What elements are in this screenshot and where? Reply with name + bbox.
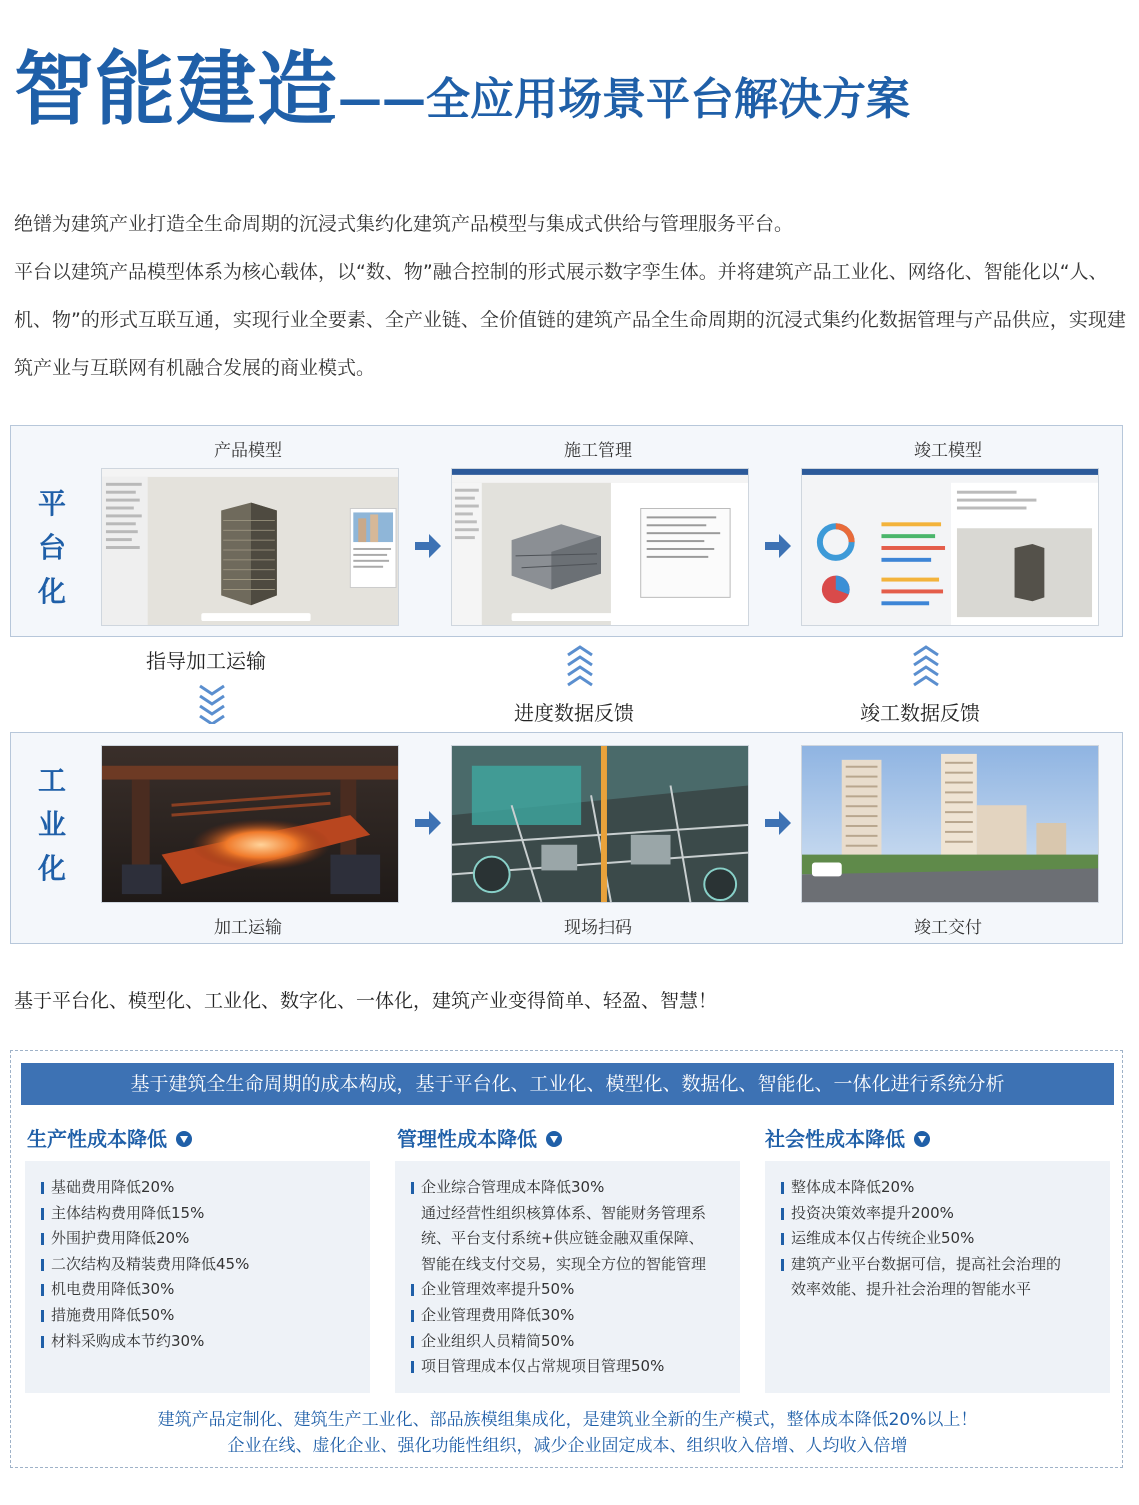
industry-flow-panel xyxy=(10,732,1123,944)
completion-feedback-label: 竣工数据反馈 xyxy=(860,701,980,725)
product-model-screenshot xyxy=(101,468,399,626)
chevron-up-icon xyxy=(910,645,942,687)
intro-paragraph-1: 绝镨为建筑产业打造全生命周期的沉浸式集约化建筑产品模型与集成式供给与管理服务平台。 xyxy=(14,213,794,235)
list-item: 项目管理成本仅占常规项目管理50% xyxy=(411,1354,724,1380)
list-item: 企业管理效率提升50% xyxy=(411,1277,724,1303)
chevron-up-icon xyxy=(564,645,596,687)
cost-heading-management xyxy=(397,1123,563,1152)
cost-card-management xyxy=(395,1161,740,1393)
list-item: 二次结构及精装费用降低45% xyxy=(41,1252,354,1278)
intro-paragraph-2: 平台以建筑产品模型体系为核心载体，以“数、物”融合控制的形式展示数字孪生体。并将建筑产品工业化、网络化、智能化以“人、机、物”的形式互联互通，实现行业全要素、全产业链、全价值链的建筑产品全生命周期的沉浸式集约化数据管理与产品供应，实现建筑产业与互联网有机融合发展的商业模式。 xyxy=(14,261,1126,379)
list-item: 主体结构费用降低15% xyxy=(41,1201,354,1227)
cost-footer-line-1: 建筑产品定制化、建筑生产工业化、部品族模组集成化，是建筑业全新的生产模式，整体成本降低20%以上！ xyxy=(157,1410,978,1430)
list-item: 统、平台支付系统+供应链金融双重保障、 xyxy=(421,1229,704,1248)
step-delivery-caption: 竣工交付 xyxy=(914,918,982,938)
site-scan-photo xyxy=(451,745,749,903)
arrow-right-icon xyxy=(415,534,441,558)
list-item: 建筑产业平台数据可信，提高社会治理的 xyxy=(781,1252,1094,1278)
cost-heading-label: 社会性成本降低 xyxy=(765,1127,905,1151)
industry-label: 工业化 xyxy=(37,764,66,885)
arrow-right-icon xyxy=(415,811,441,835)
chevron-down-icon xyxy=(196,682,228,724)
list-item: 机电费用降低30% xyxy=(41,1277,354,1303)
list-item: 基础费用降低20% xyxy=(41,1175,354,1201)
title-sub: ——全应用场景平台解决方案 xyxy=(338,74,910,125)
step-completion-model-caption: 竣工模型 xyxy=(914,441,982,461)
step-processing-caption: 加工运输 xyxy=(214,918,282,938)
arrow-right-icon xyxy=(765,811,791,835)
cost-section xyxy=(10,1050,1123,1468)
cost-heading-label: 生产性成本降低 xyxy=(27,1127,167,1151)
down-arrow-icon xyxy=(175,1129,193,1147)
list-item: 企业综合管理成本降低30% xyxy=(411,1175,724,1201)
list-item: 通过经营性组织核算体系、智能财务管理系 xyxy=(421,1203,707,1222)
list-item: 材料采购成本节约30% xyxy=(41,1329,354,1355)
list-item: 企业管理费用降低30% xyxy=(411,1303,724,1329)
cost-banner: 基于建筑全生命周期的成本构成，基于平台化、工业化、模型化、数据化、智能化、一体化进行系统分析 xyxy=(21,1063,1114,1105)
summary-text: 基于平台化、模型化、工业化、数字化、一体化，建筑产业变得简单、轻盈、智慧！ xyxy=(14,990,718,1012)
cost-footer-line-2: 企业在线、虚化企业、强化功能性组织，减少企业固定成本、组织收入倍增、人均收入倍增 xyxy=(227,1436,908,1456)
list-item: 整体成本降低20% xyxy=(781,1175,1094,1201)
cost-card-social xyxy=(765,1161,1110,1393)
cost-heading-label: 管理性成本降低 xyxy=(397,1127,537,1151)
step-construction-mgmt-caption: 施工管理 xyxy=(564,441,632,461)
construction-mgmt-screenshot xyxy=(451,468,749,626)
title-main: 智能建造 xyxy=(14,43,338,136)
page-title xyxy=(14,30,910,136)
cost-heading-production xyxy=(27,1123,193,1152)
cost-card-production xyxy=(25,1161,370,1393)
list-item: 效率效能、提升社会治理的智能水平 xyxy=(791,1280,1032,1299)
guide-processing-label: 指导加工运输 xyxy=(146,649,266,673)
list-item: 智能在线支付交易，实现全方位的智能管理 xyxy=(421,1254,707,1273)
down-arrow-icon xyxy=(545,1129,563,1147)
processing-photo xyxy=(101,745,399,903)
down-arrow-icon xyxy=(913,1129,931,1147)
step-product-model-caption: 产品模型 xyxy=(214,441,282,461)
completion-model-screenshot xyxy=(801,468,1099,626)
arrow-right-icon xyxy=(765,534,791,558)
list-item: 投资决策效率提升200% xyxy=(781,1201,1094,1227)
list-item: 企业组织人员精简50% xyxy=(411,1329,724,1355)
delivery-photo xyxy=(801,745,1099,903)
platform-label: 平台化 xyxy=(37,487,66,608)
progress-feedback-label: 进度数据反馈 xyxy=(514,701,634,725)
list-item: 运维成本仅占传统企业50% xyxy=(781,1226,1094,1252)
list-item: 措施费用降低50% xyxy=(41,1303,354,1329)
intro-text xyxy=(14,200,1129,392)
platform-flow-panel xyxy=(10,425,1123,637)
list-item: 外围护费用降低20% xyxy=(41,1226,354,1252)
step-site-scan-caption: 现场扫码 xyxy=(564,918,632,938)
cost-heading-social xyxy=(765,1123,931,1152)
